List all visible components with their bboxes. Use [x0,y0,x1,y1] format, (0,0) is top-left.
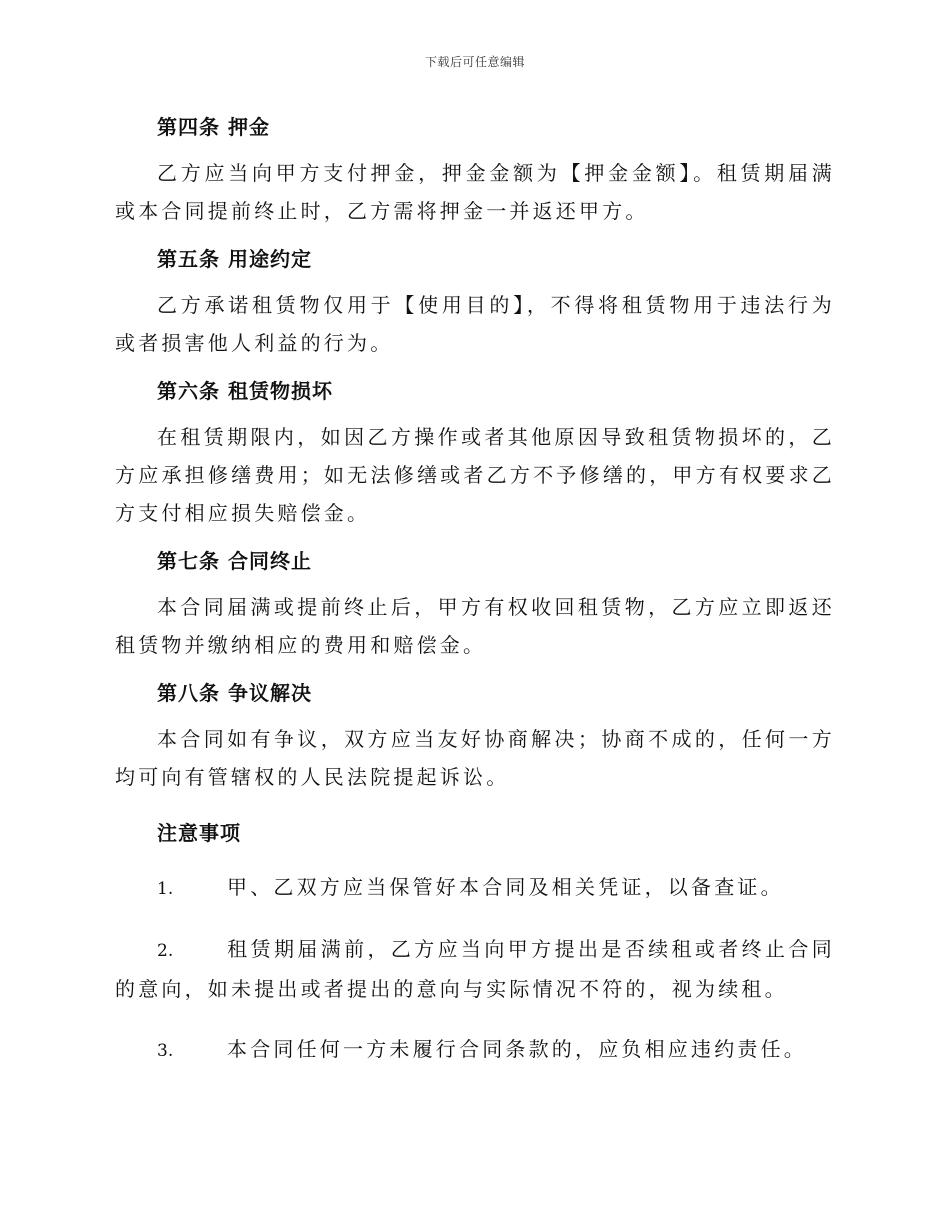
section-damage [115,372,835,532]
document-body [115,108,835,1092]
note-number: 3. [157,1041,174,1061]
note-item [115,868,835,908]
note-number: 1. [157,879,174,899]
section-body: 乙方应当向甲方支付押金，押金金额为【押金金额】。租赁期届满或本合同提前终止时，乙方需将押金一并返还甲方。 [115,161,835,223]
note-text: 甲、乙双方应当保管好本合同及相关凭证，以备查证。 [227,875,784,899]
note-text: 本合同任何一方未履行合同条款的，应负相应违约责任。 [227,1037,807,1061]
note-text: 租赁期届满前，乙方应当向甲方提出是否续租或者终止合同的意向，如未提出或者提出的意向与实际情况不符的，视为续租。 [115,937,835,1001]
section-title: 第七条 合同终止 [157,549,312,573]
section-usage [115,240,835,362]
section-body: 在租赁期限内，如因乙方操作或者其他原因导致租赁物损坏的，乙方应承担修缮费用；如无法修缮或者乙方不予修缮的，甲方有权要求乙方支付相应损失赔偿金。 [115,425,835,525]
note-item [115,930,835,1008]
section-title: 第八条 争议解决 [157,681,312,705]
section-termination [115,542,835,664]
section-dispute [115,674,835,796]
section-body: 本合同届满或提前终止后，甲方有权收回租赁物，乙方应立即返还租赁物并缴纳相应的费用和赔偿金。 [115,595,835,657]
note-item [115,1030,835,1070]
notes-section [115,814,835,1070]
notes-title: 注意事项 [157,821,241,845]
section-title: 第四条 押金 [157,115,270,139]
page-header: 下载后可任意编辑 [424,55,525,69]
section-title: 第五条 用途约定 [157,247,312,271]
section-deposit [115,108,835,230]
note-number: 2. [157,941,174,961]
section-body: 乙方承诺租赁物仅用于【使用目的】，不得将租赁物用于违法行为或者损害他人利益的行为。 [115,293,835,355]
section-body: 本合同如有争议，双方应当友好协商解决；协商不成的，任何一方均可向有管辖权的人民法院提起诉讼。 [115,727,835,789]
section-title: 第六条 租赁物损坏 [157,379,333,403]
